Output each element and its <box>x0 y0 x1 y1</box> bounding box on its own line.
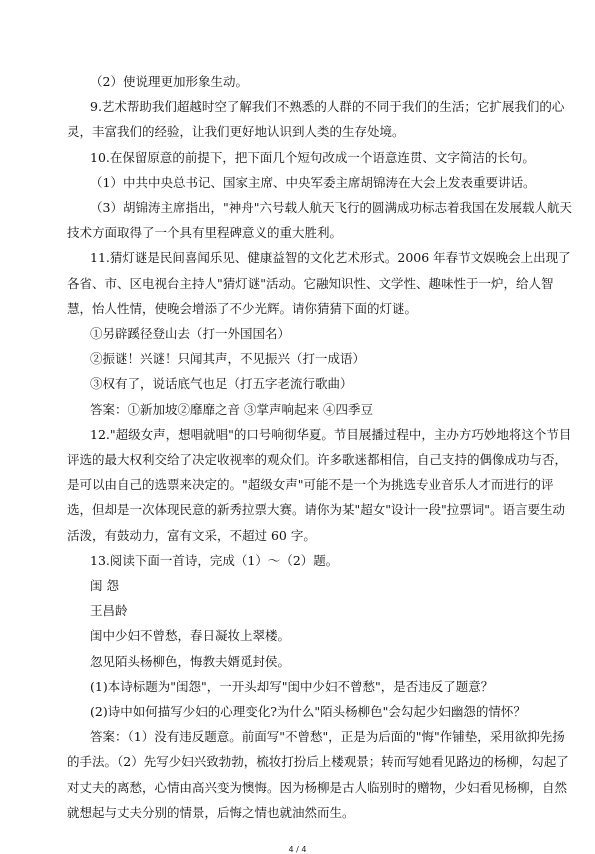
poem-title: 闺 怨 <box>90 578 119 593</box>
text-line: ②振谜！兴谜！只闻其声，不见振兴（打一成语） <box>90 351 366 367</box>
text-line: 各省、市、区电视台主持人"猜灯谜"活动。它融知识性、文学性、趣味性于一炉，给人智 <box>67 275 554 291</box>
text-line: 评选的最大权利交给了决定收视率的观众们。许多歌迷都相信，自己支持的偶像成功与否， <box>67 452 568 467</box>
text-line: 11.猜灯谜是民间喜闻乐见、健康益智的文化艺术形式。2006 年春节文娱晚会上出现了 <box>90 250 571 266</box>
text-line: 就想起与丈夫分别的情景，后悔之情也就油然而生。 <box>67 804 355 820</box>
text-line: 12."超级女声，想唱就唱"的口号响彻华夏。节目展播过程中，主办方巧妙地将这个节目 <box>90 426 572 442</box>
text-line: (1)本诗标题为"闺怨"，一开头却写"闺中少妇不曾愁"，是否违反了题意？ <box>90 678 494 694</box>
text-line: 答案：（1）没有违反题意。前面写"不曾愁"，正是为后面的"悔"作铺垫，采用欲抑先扬 <box>90 729 565 745</box>
poem-line: 忽见陌头杨柳色，悔教夫婿觅封侯。 <box>90 653 291 669</box>
text-line: ①另辟蹊径登山去（打一外国国名） <box>90 326 291 341</box>
text-line: 慧，怡人性情，使晚会增添了不少光辉。请你猜猜下面的灯谜。 <box>67 300 418 316</box>
text-line: （1）中共中央总书记、国家主席、中央军委主席胡锦涛在大会上发表重要讲话。 <box>90 174 536 190</box>
text-line: 活泼，有鼓动力，富有文采，不超过 60 字。 <box>67 527 316 543</box>
text-line: 9.艺术帮助我们超越时空了解我们不熟悉的人群的不同于我们的生活；它扩展我们的心 <box>90 99 565 115</box>
text-line: (2)诗中如何描写少妇的心理变化?为什么"陌头杨柳色"会勾起少妇幽怨的情怀？ <box>90 704 526 719</box>
poem-author: 王昌龄 <box>90 603 128 619</box>
text-line: 是可以由自己的选票来决定的。"超级女声"可能不是一个为挑选专业音乐人才而进行的评 <box>67 477 554 493</box>
text-line: 答案：①新加坡②靡靡之音 ③掌声响起来 ④四季豆 <box>90 401 373 417</box>
text-line: （2）使说理更加形象生动。 <box>90 74 248 89</box>
page-number: 4 / 4 <box>288 845 307 854</box>
text-line: 的手法。（2）先写少妇兴致勃勃，梳妆打扮后上楼观景；转而写她看见路边的杨柳，勾起了 <box>67 754 569 770</box>
text-line: 选，但却是一次体现民意的新秀拉票大赛。请你为某"超女"设计一段"拉票词"。语言要生动 <box>67 502 565 518</box>
text-line: （3）胡锦涛主席指出，"神舟"六号载人航天飞行的圆满成功标志着我国在发展载人航天 <box>90 200 572 215</box>
text-line: 10.在保留原意的前提下，把下面几个短句改成一个语意连贯、文字简洁的长句。 <box>90 149 535 165</box>
text-line: 13.阅读下面一首诗，完成（1）～（2）题。 <box>90 552 339 568</box>
text-line: ③权有了，说话底气也足（打五字老流行歌曲） <box>90 376 353 392</box>
text-line: 对丈夫的离愁，心情由高兴变为懊悔。因为杨柳是古人临别时的赠物，少妇看见杨柳，自然 <box>67 779 568 795</box>
text-line: 灵，丰富我们的经验，让我们更好地认识到人类的生存处境。 <box>67 124 405 140</box>
poem-line: 闺中少妇不曾愁，春日凝妆上翠楼。 <box>90 628 291 644</box>
text-line: 技术方面取得了一个具有里程碑意义的重大胜利。 <box>67 225 343 241</box>
